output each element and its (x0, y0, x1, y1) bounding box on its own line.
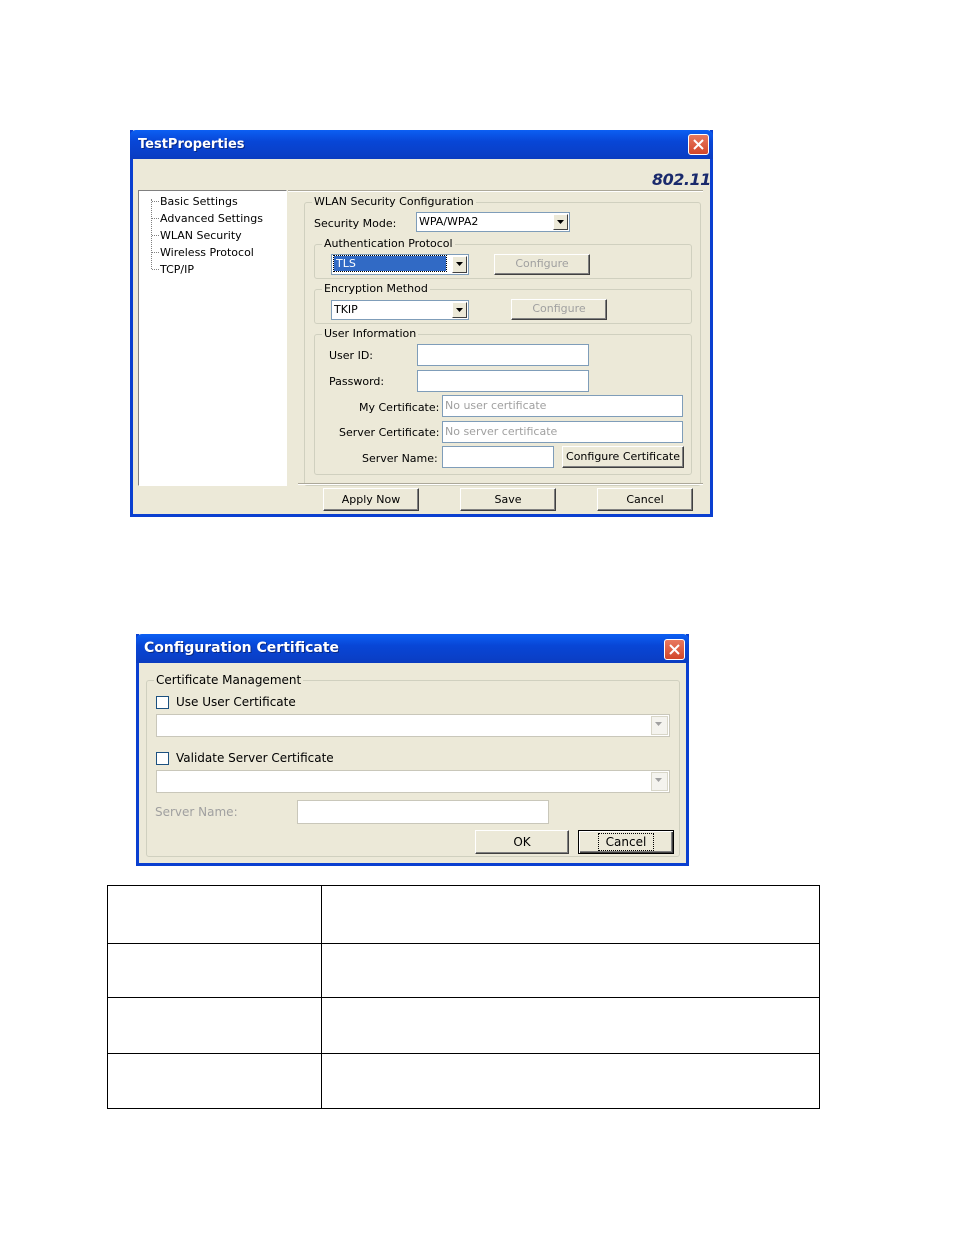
authentication-value: TLS (334, 256, 446, 271)
table-row (108, 998, 820, 1054)
security-mode-label: Security Mode: (314, 217, 397, 230)
configuration-certificate-window (136, 634, 689, 866)
window-title: TestProperties (138, 137, 245, 152)
user-certificate-select[interactable] (156, 714, 670, 737)
divider (298, 483, 703, 485)
password-label: Password: (329, 375, 385, 388)
user-id-input[interactable] (417, 344, 589, 366)
table-cell (108, 998, 322, 1054)
security-mode-select[interactable] (416, 212, 570, 232)
apply-now-button[interactable]: Apply Now (323, 488, 419, 511)
tree-item-wlan-security[interactable]: WLAN Security (160, 229, 242, 242)
certificate-management-legend: Certificate Management (156, 673, 302, 687)
tree-item-tcpip[interactable]: TCP/IP (160, 263, 194, 276)
server-name-label: Server Name: (155, 805, 238, 819)
server-name-input[interactable] (442, 446, 554, 468)
use-user-certificate-label[interactable]: Use User Certificate (176, 695, 296, 709)
dropdown-button[interactable] (553, 214, 568, 230)
close-button[interactable] (688, 134, 709, 155)
settings-tree (138, 190, 287, 486)
wlan-security-legend: WLAN Security Configuration (314, 195, 474, 208)
save-button[interactable]: Save (460, 488, 556, 511)
table-cell (322, 1054, 820, 1109)
use-user-certificate-checkbox[interactable] (156, 696, 169, 709)
my-certificate-field: No user certificate (442, 395, 683, 417)
table-row (108, 886, 820, 944)
chevron-down-icon (655, 778, 662, 782)
encryption-value: TKIP (334, 303, 358, 316)
tree-item-advanced-settings[interactable]: Advanced Settings (160, 212, 263, 225)
table-cell (108, 944, 322, 998)
server-certificate-label: Server Certificate: (339, 426, 440, 439)
dropdown-button[interactable] (651, 716, 668, 735)
encryption-select[interactable] (331, 300, 469, 320)
table-cell (108, 886, 322, 944)
specification-table (107, 885, 820, 1109)
table-cell (322, 944, 820, 998)
server-name-label: Server Name: (362, 452, 438, 465)
table-row (108, 944, 820, 998)
enc-configure-button[interactable]: Configure (511, 299, 607, 320)
authentication-select[interactable] (331, 254, 469, 275)
server-name-input[interactable] (297, 800, 549, 824)
table-cell (322, 886, 820, 944)
validate-server-certificate-label[interactable]: Validate Server Certificate (176, 751, 334, 765)
brand-label: 802.11 (652, 170, 711, 189)
password-input[interactable] (417, 370, 589, 392)
server-certificate-field: No server certificate (442, 421, 683, 443)
configure-certificate-button[interactable]: Configure Certificate (562, 446, 684, 468)
window-title: Configuration Certificate (144, 640, 340, 656)
table-row (108, 1054, 820, 1109)
test-properties-window (130, 130, 713, 517)
close-icon (693, 139, 704, 150)
divider (288, 190, 703, 192)
dropdown-button[interactable] (452, 302, 467, 318)
dropdown-button[interactable] (452, 256, 467, 273)
close-icon (669, 644, 680, 655)
cancel-button[interactable]: Cancel (597, 488, 693, 511)
tree-item-basic-settings[interactable]: Basic Settings (160, 195, 238, 208)
table-cell (108, 1054, 322, 1109)
chevron-down-icon (456, 308, 463, 312)
authentication-legend: Authentication Protocol (324, 237, 453, 250)
title-bar[interactable] (136, 634, 689, 663)
my-certificate-label: My Certificate: (359, 401, 440, 414)
chevron-down-icon (557, 220, 564, 224)
close-button[interactable] (664, 639, 685, 660)
table-cell (322, 998, 820, 1054)
server-certificate-select[interactable] (156, 770, 670, 793)
chevron-down-icon (456, 262, 463, 266)
security-mode-value: WPA/WPA2 (419, 215, 479, 228)
chevron-down-icon (655, 722, 662, 726)
validate-server-certificate-checkbox[interactable] (156, 752, 169, 765)
auth-configure-button[interactable]: Configure (494, 254, 590, 275)
tree-item-wireless-protocol[interactable]: Wireless Protocol (160, 246, 254, 259)
cancel-button[interactable] (578, 830, 674, 854)
encryption-legend: Encryption Method (324, 282, 428, 295)
ok-button[interactable]: OK (475, 830, 569, 854)
dropdown-button[interactable] (651, 772, 668, 791)
title-bar[interactable] (130, 130, 713, 159)
user-information-legend: User Information (324, 327, 417, 340)
user-id-label: User ID: (329, 349, 373, 362)
cancel-button-label: Cancel (600, 835, 653, 849)
